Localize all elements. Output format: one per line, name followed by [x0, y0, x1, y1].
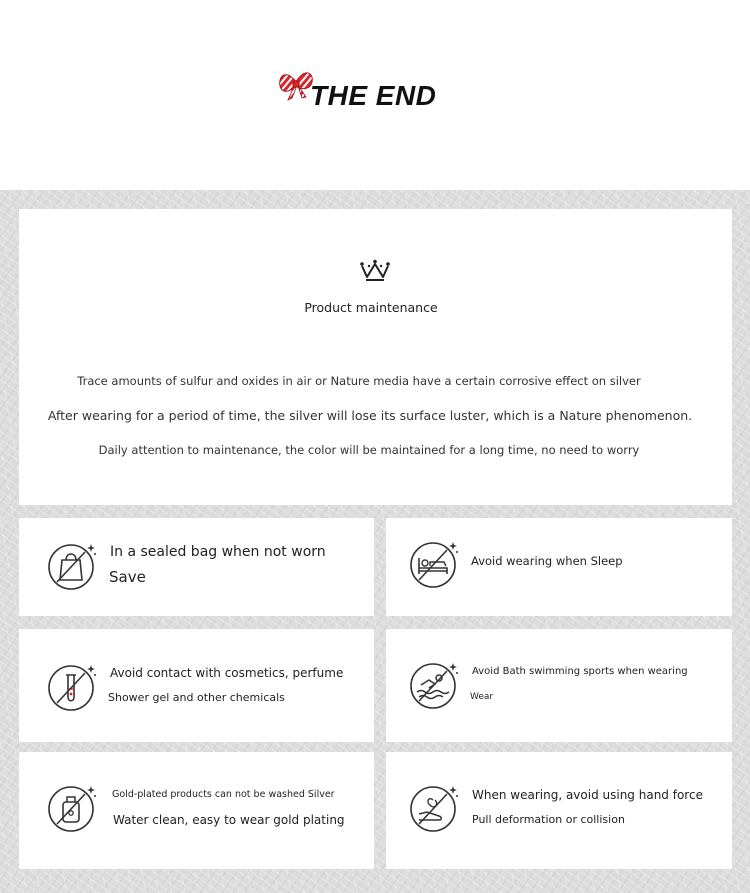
sealed-bag-icon	[47, 540, 99, 592]
no-hand-force-icon	[409, 782, 461, 834]
tip-card-cosmetics	[19, 629, 374, 742]
tip-card-swimming	[386, 629, 732, 742]
maintenance-paragraph: Trace amounts of sulfur and oxides in air or Nature media have a certain corrosive effect on silver	[77, 374, 641, 388]
tip-card-hand-force	[386, 752, 732, 869]
no-washing-icon	[47, 782, 99, 834]
maintenance-paragraph: After wearing for a period of time, the silver will lose its surface luster, which is a Nature phenomenon.	[47, 408, 693, 423]
tip-card-sealed-bag	[19, 518, 374, 616]
tip-card-sleep	[386, 518, 732, 616]
tip-line1: Avoid wearing when Sleep	[471, 554, 623, 568]
no-swimming-icon	[409, 659, 461, 711]
tip-card-washing	[19, 752, 374, 869]
tip-line2: Save	[109, 568, 146, 586]
tip-line2: Pull deformation or collision	[472, 813, 625, 826]
no-cosmetics-icon	[47, 661, 99, 713]
tip-line2: Wear	[470, 692, 494, 702]
tip-line2: Shower gel and other chemicals	[108, 691, 285, 704]
header	[0, 0, 750, 190]
no-sleep-icon	[409, 538, 461, 590]
tip-line1: When wearing, avoid using hand force	[472, 788, 703, 802]
tip-line2: Water clean, easy to wear gold plating	[113, 813, 345, 827]
tip-line1: In a sealed bag when not worn	[110, 544, 326, 560]
tip-line1: Gold-plated products can not be washed Silver	[112, 789, 335, 800]
end-title: THE END	[310, 80, 437, 111]
maintenance-card	[19, 209, 732, 505]
maintenance-paragraph: Daily attention to maintenance, the color will be maintained for a long time, no need to worry	[98, 443, 640, 457]
crown-icon	[358, 258, 392, 284]
tip-line1: Avoid Bath swimming sports when wearing	[472, 666, 688, 677]
maintenance-title: Product maintenance	[304, 300, 438, 315]
tip-line1: Avoid contact with cosmetics, perfume	[110, 666, 344, 680]
